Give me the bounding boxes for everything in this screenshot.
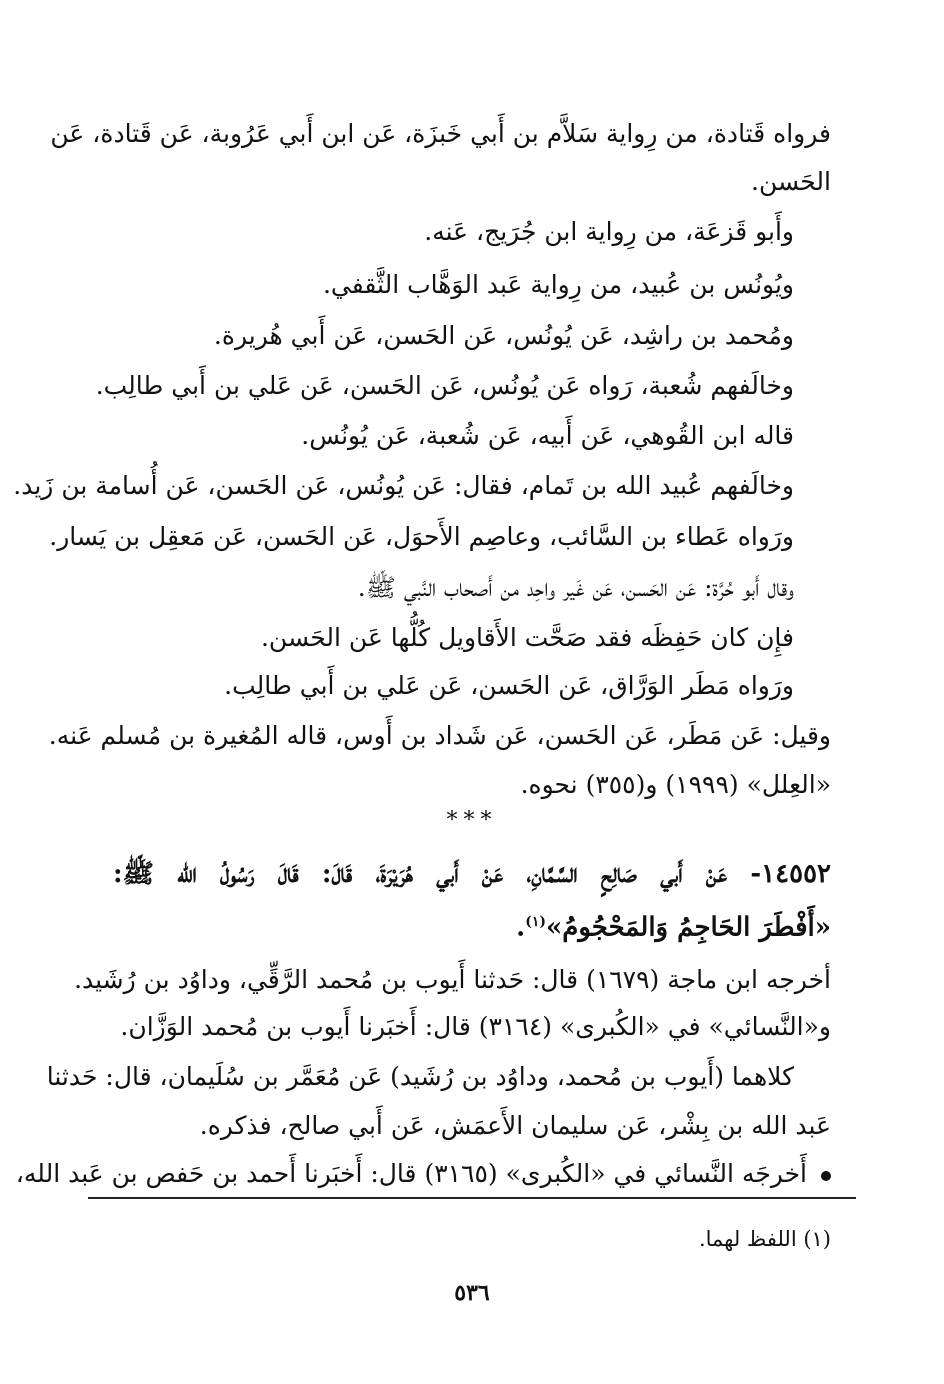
takhrij-line-2: و«النَّسائي» في «الكُبرى» (٣١٦٤) قال: أَخبَرنا أَيوب بن مُحمد الوَزَّان. [120,1012,831,1041]
takhrij-line-5-text: أَخرجَه النَّسائي في «الكُبرى» (٣١٦٥) قال: أَخبَرنا أَحمد بن حَفص بن عَبد الله، [15,1159,807,1188]
text-line-7: قاله ابن القُوهي، عَن أَبيه، عَن شُعبة، عَن يُونُس. [301,421,794,450]
text-line-13: وقيل: عَن مَطَر، عَن الحَسن، عَن شَداد بن أَوس، قاله المُغيرة بن مُسلم عَنه. [48,721,831,750]
text-line-12: ورَواه مَطَر الوَرَّاق، عَن الحَسن، عَن عَلي بن أَبي طالِب. [224,671,794,700]
section-separator: *** [446,808,498,833]
footnote: (١) اللفظ لهما. [698,1227,831,1251]
text-line-1: فرواه قَتادة، من رِواية سَلاَّم بن أَبي خَبزَة، عَن ابن أَبي عَرُوبة، عَن قَتادة، عَن [50,119,831,148]
hadith-text: «أَفْطَرَ الحَاجِمُ وَالمَحْجُومُ» [546,912,831,943]
text-line-5: ومُحمد بن راشِد، عَن يُونُس، عَن الحَسن، عَن أَبي هُريرة. [213,321,794,350]
bullet-icon [821,1171,831,1181]
text-line-9: ورَواه عَطاء بن السَّائب، وعاصِم الأَحوَل، عَن الحَسن، عَن مَعقِل بن يَسار. [49,522,794,551]
page-number: ٥٣٦ [454,1280,490,1306]
text-line-2: الحَسن. [751,167,831,196]
text-line-8: وخالَفهم عُبيد الله بن تَمام، فقال: عَن يُونُس، عَن الحَسن، عَن أُسامة بن زَيد. [13,471,794,500]
text-line-10: وقال أَبو حُرَّة: عَن الحَسن، عَن غَير واحِد من أَصحاب النَّبي ﷺ. [357,573,794,602]
text-line-6: وخالَفهم شُعبة، رَواه عَن يُونُس، عَن الحَسن، عَن عَلي بن أَبي طالِب. [95,371,794,400]
takhrij-line-3: كلاهما (أَيوب بن مُحمد، وداوُد بن رُشَيد) عَن مُعَمَّر بن سُلَيمان، قال: حَدثنا [46,1062,794,1091]
hadith-line-1: ١٤٥٥٢- عَنْ أَبي صَالِحٍ السَّمَّانِ، عَنْ أَبي هُرَيْرَةَ، قَالَ: قَالَ رَسُولُ الله ﷺ: [113,859,831,889]
text-line-3: وأَبو قَزعَة، من رِواية ابن جُرَيج، عَنه. [424,217,794,246]
takhrij-line-1: أخرجه ابن ماجة (١٦٧٩) قال: حَدثنا أَيوب بن مُحمد الرَّقِّي، وداوُد بن رُشَيد. [74,965,831,994]
text-line-11: فإِن كان حَفِظَه فقد صَحَّت الأَقاويل كُلُّها عَن الحَسن. [260,623,794,652]
text-line-4: ويُونُس بن عُبيد، من رِواية عَبد الوَهَّاب الثَّقفي. [322,270,794,299]
hadith-line-2: «أَفْطَرَ الحَاجِمُ وَالمَحْجُومُ»$^{(١)}$. [516,912,831,943]
takhrij-line-4: عَبد الله بن بِشْر، عَن سليمان الأَعمَش، عَن أَبي صالح، فذكره. [199,1111,831,1140]
takhrij-line-5 [16,1152,831,1196]
footnote-divider [88,1197,856,1199]
footnote-ref: (١) [525,914,547,930]
text-line-14: «العِلل» (١٩٩٩) و(٣٥٥) نحوه. [520,770,831,799]
